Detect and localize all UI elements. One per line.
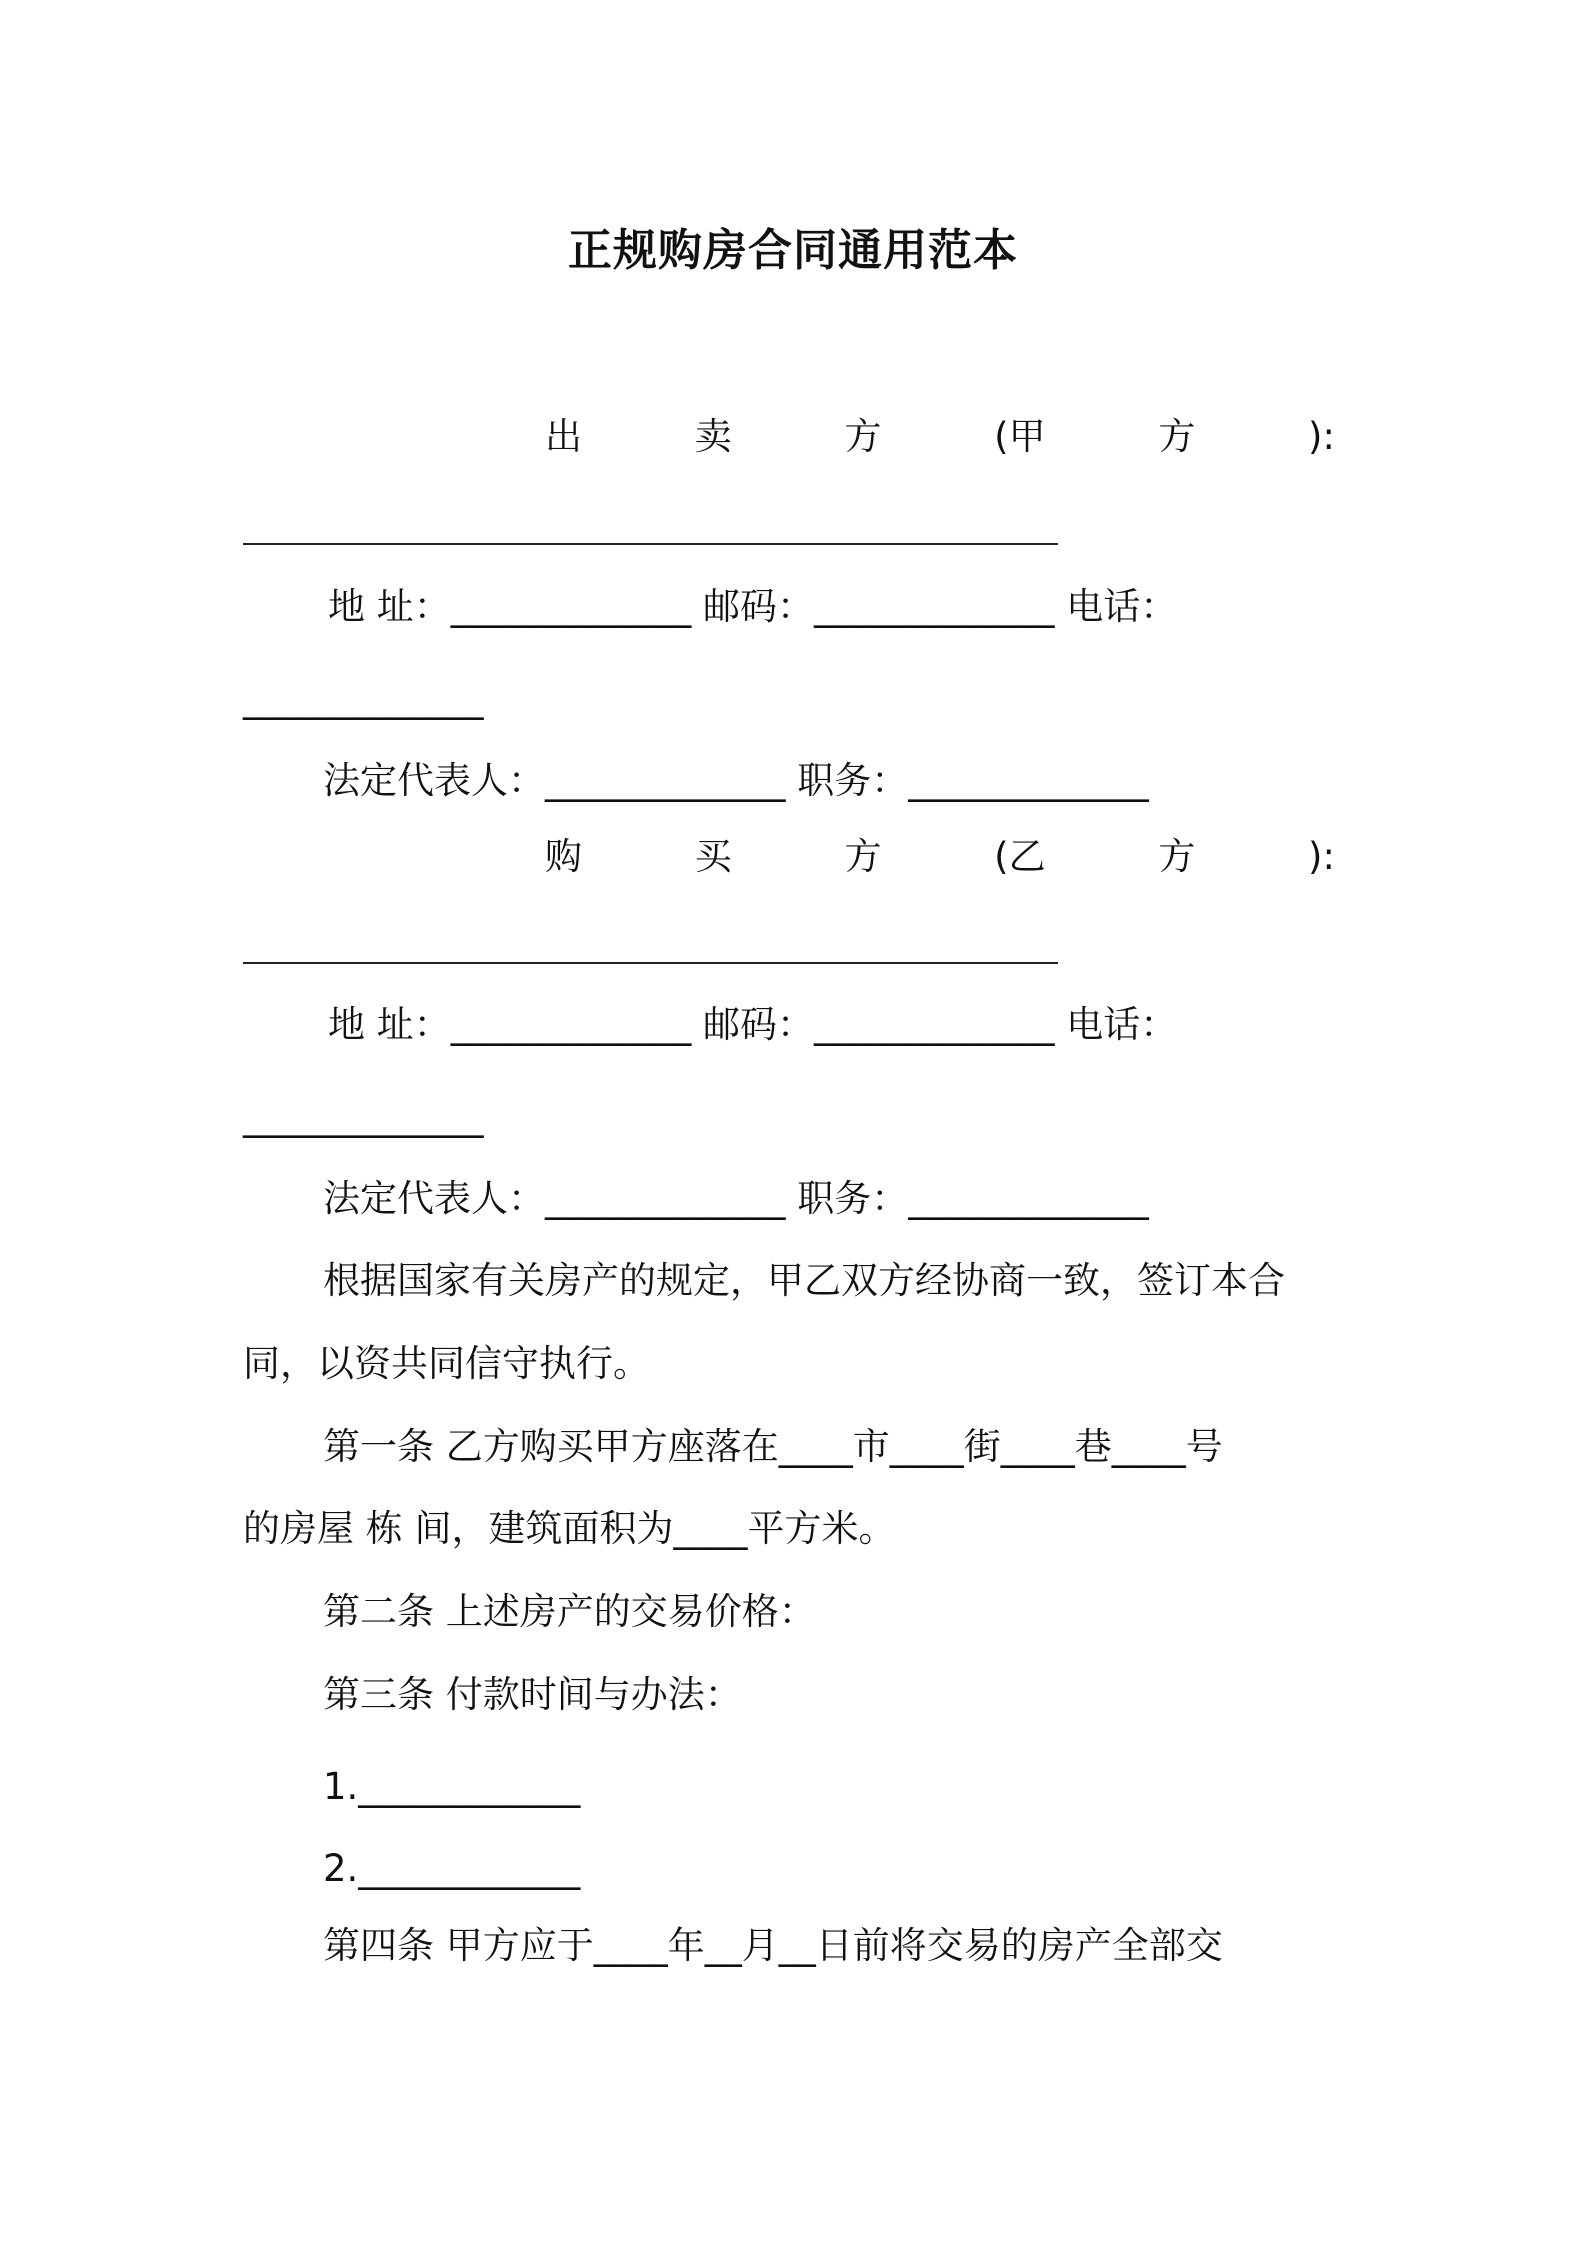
buyer-name-blank-line — [243, 962, 1058, 964]
seller-heading-char: 卖 — [694, 415, 732, 458]
buyer-representative-line: 法定代表人：_____________ 职务：_____________ — [323, 1177, 1149, 1220]
buyer-heading-char: 购 — [545, 835, 582, 878]
buyer-heading — [545, 835, 1335, 878]
intro-paragraph-line-2: 同，以资共同信守执行。 — [243, 1342, 650, 1385]
article-3: 第三条 付款时间与办法： — [323, 1673, 742, 1716]
article-1-line-1: 第一条 乙方购买甲方座落在____市____街____巷____号 — [323, 1425, 1223, 1468]
payment-item-2: 2.____________ — [323, 1847, 581, 1890]
seller-address-line: 地 址：_____________ 邮码：_____________ 电话： — [328, 585, 1178, 628]
document-title: 正规购房合同通用范本 — [568, 225, 1018, 276]
buyer-address-line: 地 址：_____________ 邮码：_____________ 电话： — [328, 1003, 1178, 1046]
seller-heading-char: 方 — [1158, 415, 1196, 458]
seller-heading — [545, 415, 1335, 458]
seller-phone-blank: _____________ — [243, 677, 484, 720]
buyer-heading-char: 买 — [694, 835, 732, 878]
article-4-line-1: 第四条 甲方应于____年__月__日前将交易的房产全部交 — [323, 1924, 1223, 1967]
buyer-heading-char: ): — [1308, 835, 1335, 878]
article-2: 第二条 上述房产的交易价格： — [323, 1590, 816, 1633]
payment-item-1: 1.____________ — [323, 1765, 581, 1808]
seller-name-blank-line — [243, 543, 1058, 545]
seller-heading-char: ): — [1308, 415, 1335, 458]
buyer-phone-blank: _____________ — [243, 1095, 484, 1138]
seller-heading-char: 方 — [844, 415, 882, 458]
intro-paragraph-line-1: 根据国家有关房产的规定，甲乙双方经协商一致，签订本合 — [323, 1259, 1285, 1302]
article-1-line-2: 的房屋 栋 间，建筑面积为____平方米。 — [243, 1507, 896, 1550]
buyer-heading-char: (乙 — [994, 835, 1046, 878]
buyer-heading-char: 方 — [1158, 835, 1196, 878]
seller-heading-char: 出 — [545, 415, 582, 458]
seller-heading-char: (甲 — [994, 415, 1046, 458]
seller-representative-line: 法定代表人：_____________ 职务：_____________ — [323, 759, 1149, 802]
buyer-heading-char: 方 — [844, 835, 882, 878]
